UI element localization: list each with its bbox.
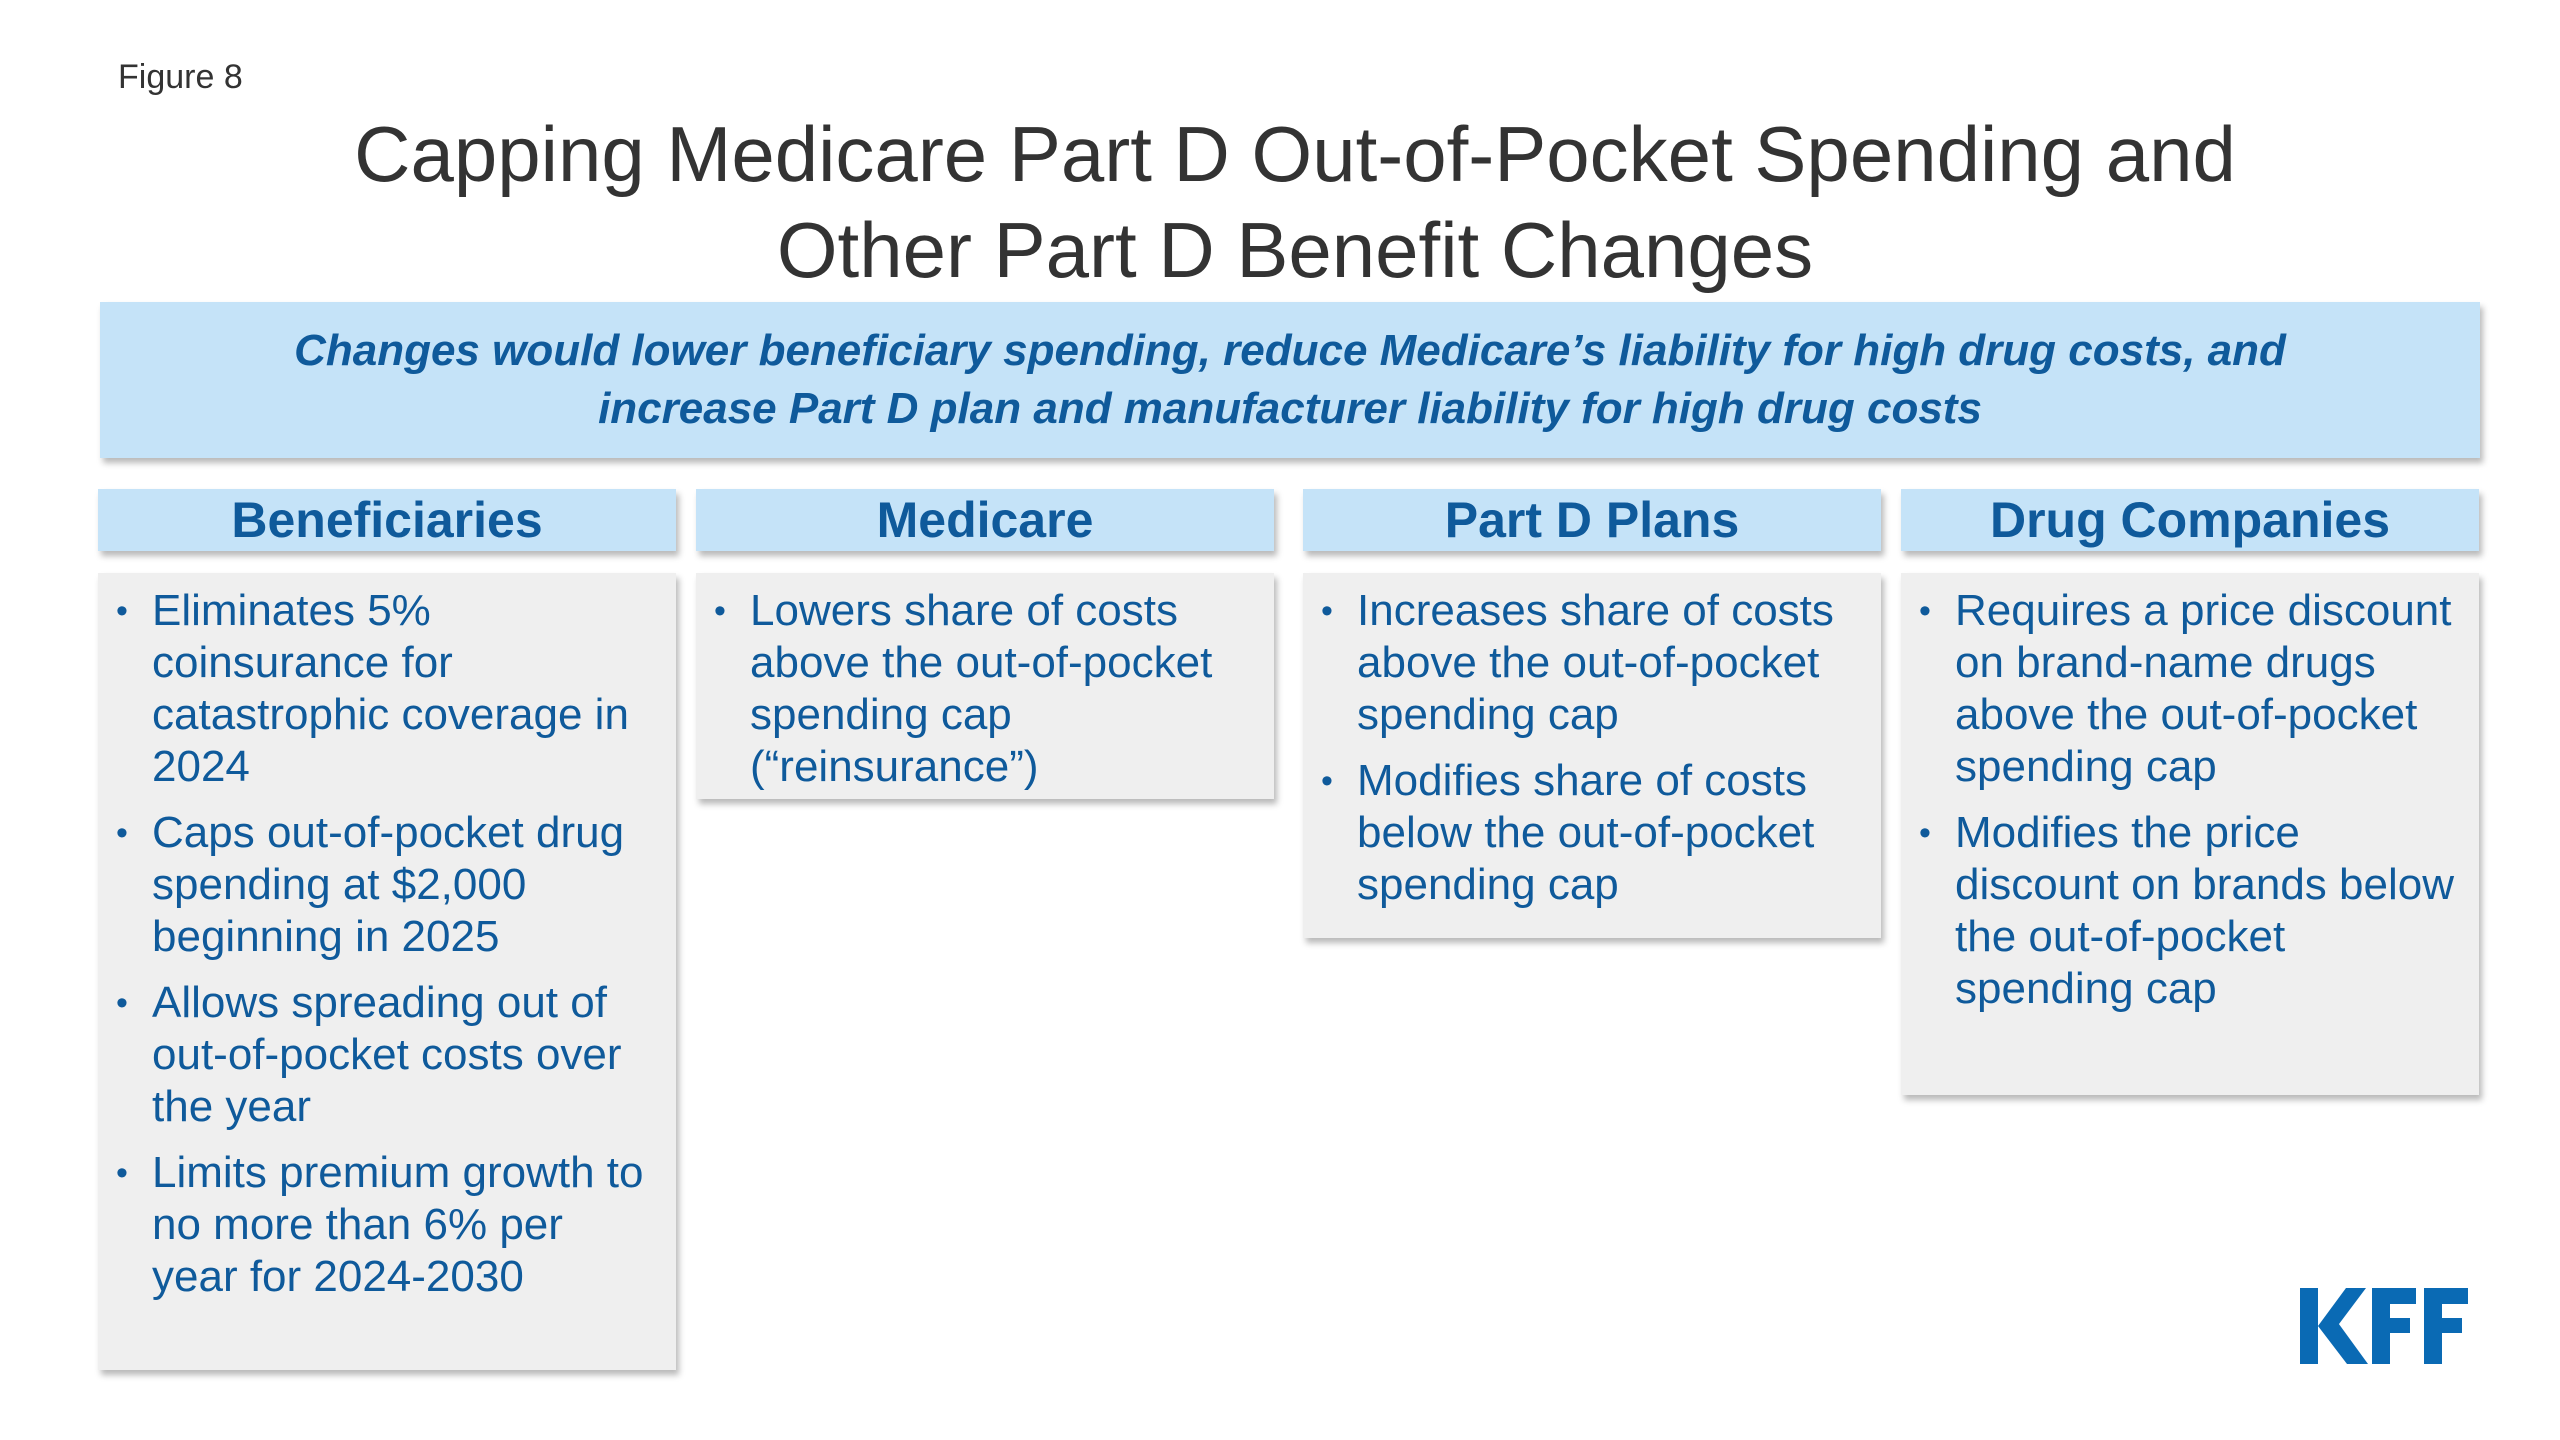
title-line-1: Capping Medicare Part D Out-of-Pocket Spending and — [354, 110, 2236, 198]
column-header-part-d-plans — [1303, 489, 1881, 551]
list-item — [116, 585, 658, 793]
bullet-icon: • — [1321, 592, 1333, 630]
bullet-icon: • — [116, 592, 128, 630]
bullet-icon: • — [714, 592, 726, 630]
list-item-text: Eliminates 5% coinsurance for catastrophic coverage in 2024 — [152, 586, 629, 791]
page-title — [120, 106, 2470, 298]
column-header-drug-companies — [1901, 489, 2479, 551]
bullet-icon: • — [1919, 814, 1931, 852]
bullet-icon: • — [116, 814, 128, 852]
list-item-text: Modifies the price discount on brands below the out-of-pocket spending cap — [1955, 808, 2454, 1013]
list-item — [714, 585, 1256, 793]
kff-logo-letters — [2300, 1288, 2468, 1364]
column-heading: Part D Plans — [1444, 492, 1740, 548]
bullet-list — [714, 585, 1256, 793]
list-item — [116, 1147, 658, 1303]
column-body-beneficiaries — [98, 573, 676, 1370]
column-header-beneficiaries — [98, 489, 676, 551]
list-item — [1321, 585, 1863, 741]
banner-line-1: Changes would lower beneficiary spending, reduce Medicare’s liability for high drug costs, and — [294, 326, 2286, 375]
list-item — [1321, 755, 1863, 911]
bullet-icon: • — [1321, 762, 1333, 800]
column-heading: Beneficiaries — [231, 492, 543, 548]
bullet-icon: • — [1919, 592, 1931, 630]
column-heading: Drug Companies — [1989, 492, 2391, 548]
column-body-drug-companies — [1901, 573, 2479, 1095]
banner-line-2: increase Part D plan and manufacturer liability for high drug costs — [598, 384, 1982, 433]
list-item — [116, 807, 658, 963]
list-item-text: Caps out-of-pocket drug spending at $2,000 beginning in 2025 — [152, 808, 625, 961]
list-item-text: Increases share of costs above the out-of-pocket spending cap — [1357, 586, 1834, 739]
column-header-medicare — [696, 489, 1274, 551]
kff-logo — [2300, 1288, 2480, 1364]
list-item-text: Modifies share of costs below the out-of-pocket spending cap — [1357, 756, 1815, 909]
bullet-list — [116, 585, 658, 1303]
list-item-text: Lowers share of costs above the out-of-pocket spending cap (“reinsurance”) — [750, 586, 1213, 791]
list-item-text: Requires a price discount on brand-name drugs above the out-of-pocket spending cap — [1955, 586, 2452, 791]
list-item — [1919, 585, 2461, 793]
figure-label: Figure 8 — [118, 58, 243, 96]
list-item-text: Allows spreading out of out-of-pocket costs over the year — [152, 978, 622, 1131]
list-item — [1919, 807, 2461, 1015]
column-body-medicare — [696, 573, 1274, 799]
bullet-list — [1321, 585, 1863, 911]
list-item-text: Limits premium growth to no more than 6% per year for 2024-2030 — [152, 1148, 644, 1301]
column-body-part-d-plans — [1303, 573, 1881, 938]
bullet-icon: • — [116, 1154, 128, 1192]
title-line-2: Other Part D Benefit Changes — [776, 206, 1814, 294]
column-heading: Medicare — [876, 492, 1094, 548]
bullet-icon: • — [116, 984, 128, 1022]
list-item — [116, 977, 658, 1133]
bullet-list — [1919, 585, 2461, 1015]
summary-banner — [100, 302, 2480, 458]
